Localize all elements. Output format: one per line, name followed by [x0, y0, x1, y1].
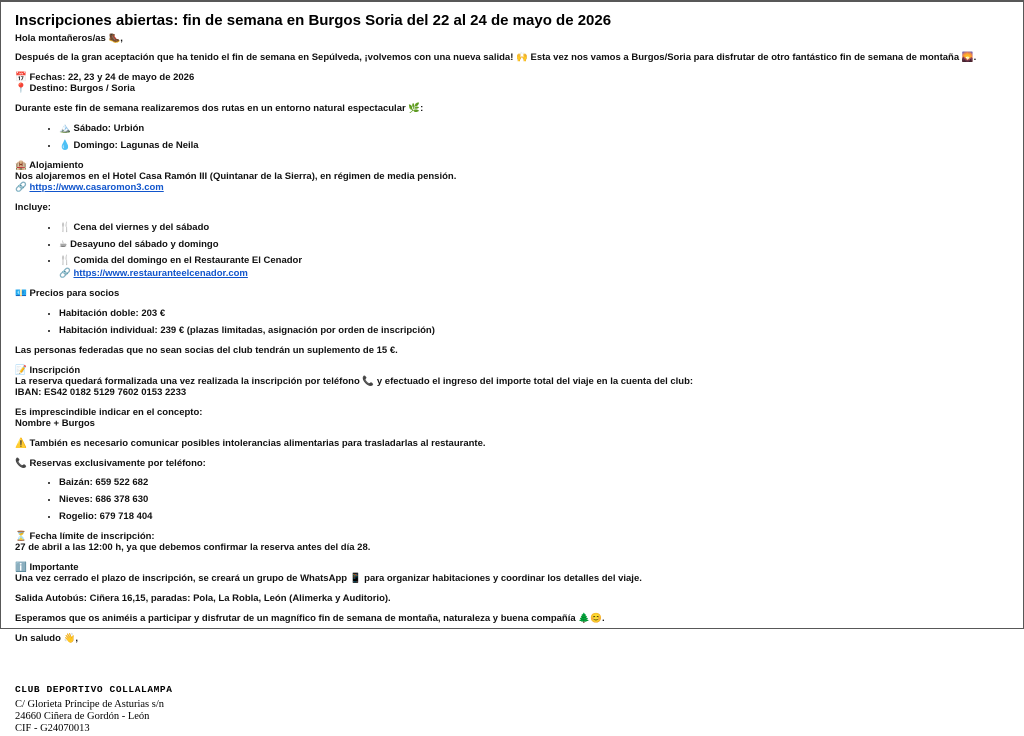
route-saturday-label: Sábado: Urbión	[73, 123, 145, 135]
federated-note: Las personas federadas que no sean socias del club tendrán un suplemento de 15 €.	[15, 345, 398, 357]
list-item	[59, 141, 1009, 152]
signoff-text: Un saludo 👋,	[15, 632, 79, 644]
important-heading-label: Importante	[29, 562, 79, 574]
link-icon: 🔗	[15, 181, 27, 193]
phone-nieves: Nieves: 686 378 630	[59, 494, 149, 506]
closing-text: Esperamos que os animéis a participar y disfrutar de un magnífico fin de semana de montaña, naturaleza y buena compañía 🌲😊.	[15, 612, 605, 624]
restaurant-website-link[interactable]: https://www.restauranteelcenador.com	[73, 268, 248, 280]
phone-rogelio: Rogelio: 679 718 404	[59, 511, 153, 523]
coffee-icon: ☕	[59, 238, 68, 250]
information-icon: ℹ️	[15, 562, 27, 574]
important-block	[15, 563, 1009, 585]
club-address-line2: 24660 Ciñera de Gordón - León	[15, 710, 150, 722]
concept-block	[15, 408, 1009, 430]
list-item	[59, 124, 1009, 135]
price-double-room: Habitación doble: 203 €	[59, 308, 166, 320]
destination-label: Destino: Burgos / Soria	[29, 83, 136, 95]
routes-list	[15, 124, 1009, 152]
club-footer	[15, 685, 1009, 736]
list-item	[59, 240, 1009, 251]
prices-list	[15, 309, 1009, 337]
list-item	[59, 326, 1009, 337]
lodging-text: Nos alojaremos en el Hotel Casa Ramón III (Quintanar de la Sierra), en régimen de media pensión.	[15, 170, 457, 182]
list-item	[59, 309, 1009, 320]
bus-departure-text: Salida Autobús: Ciñera 16,15, paradas: Pola, La Robla, León (Alimerka y Auditorio).	[15, 592, 391, 604]
lodging-heading-label: Alojamiento	[29, 159, 84, 171]
lodging-link-line	[15, 183, 1009, 194]
link-icon: 🔗	[59, 268, 71, 280]
destination-line	[15, 84, 1009, 95]
routes-intro-text: Durante este fin de semana realizaremos dos rutas en un entorno natural espectacular 🌿:	[15, 103, 424, 115]
price-single-room: Habitación individual: 239 € (plazas limitadas, asignación por orden de inscripción)	[59, 325, 435, 337]
registration-text: La reserva quedará formalizada una vez realizada la inscripción por teléfono 📞 y efectuado el ingreso del importe total del viaje en la cuenta del club:	[15, 375, 694, 387]
telephone-icon: 📞	[15, 457, 27, 469]
page-title: Inscripciones abiertas: fin de semana en Burgos Soria del 22 al 24 de mayo de 2026	[15, 12, 612, 29]
calendar-icon: 📅	[15, 72, 27, 84]
deadline-block	[15, 532, 1009, 554]
memo-icon: 📝	[15, 365, 27, 377]
fork-knife-icon: 🍴	[59, 221, 71, 233]
concept-value: Nombre + Burgos	[15, 417, 95, 429]
concept-label: Es imprescindible indicar en el concepto:	[15, 406, 203, 418]
lodging-block	[15, 161, 1009, 194]
prices-heading	[15, 289, 1009, 300]
registration-heading-label: Inscripción	[29, 365, 81, 377]
club-name: CLUB DEPORTIVO COLLALAMPA	[15, 683, 173, 695]
phones-heading-label: Reservas exclusivamente por teléfono:	[29, 457, 206, 469]
include-lunch-label: Comida del domingo en el Restaurante El Cenador	[73, 255, 303, 267]
hourglass-icon: ⏳	[15, 531, 27, 543]
restaurant-link-line	[59, 269, 1009, 280]
deadline-text: 27 de abril a las 12:00 h, ya que debemos confirmar la reserva antes del día 28.	[15, 542, 371, 554]
important-text: Una vez cerrado el plazo de inscripción, se creará un grupo de WhatsApp 📱 para organizar habitaciones y coordinar los detalles del viaje.	[15, 573, 642, 584]
club-address-line1: C/ Glorieta Príncipe de Asturias s/n	[15, 698, 165, 710]
allergy-warning-text: También es necesario comunicar posibles intolerancias alimentarias para trasladarlas al restaurante.	[29, 437, 486, 449]
list-item	[59, 495, 1009, 506]
list-item	[59, 223, 1009, 234]
fork-knife-icon: 🍴	[59, 255, 71, 267]
phone-baizan: Baizán: 659 522 682	[59, 477, 149, 489]
list-item	[59, 478, 1009, 489]
include-dinner-label: Cena del viernes y del sábado	[73, 221, 210, 233]
mountain-icon: 🏔️	[59, 123, 71, 135]
intro-paragraph: Después de la gran aceptación que ha tenido el fin de semana en Sepúlveda, ¡volvemos con una nueva salida! 🙌 Esta vez nos vamos a Burgos/Soria para disfrutar de otro fantástico fin de semana de montaña 🌄.	[15, 52, 977, 64]
deadline-heading-label: Fecha límite de inscripción:	[29, 531, 155, 543]
include-breakfast-label: Desayuno del sábado y domingo	[70, 238, 219, 250]
euro-banknote-icon: 💶	[15, 288, 27, 300]
dates-label: Fechas: 22, 23 y 24 de mayo de 2026	[29, 72, 195, 84]
hotel-website-link[interactable]: https://www.casaromon3.com	[29, 181, 164, 193]
trip-meta-block	[15, 73, 1009, 95]
hotel-icon: 🏨	[15, 159, 27, 171]
prices-heading-label: Precios para socios	[29, 288, 120, 300]
route-sunday-label: Domingo: Lagunas de Neila	[73, 140, 199, 152]
list-item	[59, 256, 1009, 280]
includes-list	[15, 223, 1009, 281]
phones-heading	[15, 459, 1009, 470]
list-item	[59, 512, 1009, 523]
round-pushpin-icon: 📍	[15, 83, 27, 95]
allergy-warning	[15, 439, 1009, 450]
iban-line: IBAN: ES42 0182 5129 7602 0153 2233	[15, 386, 187, 398]
phones-list	[15, 478, 1009, 523]
dates-line	[15, 73, 1009, 84]
warning-icon: ⚠️	[15, 437, 27, 449]
droplet-icon: 💧	[59, 140, 71, 152]
greeting-text: Hola montañeros/as 🥾,	[15, 32, 123, 44]
registration-block	[15, 366, 1009, 399]
club-cif: CIF - G24070013	[15, 723, 90, 735]
includes-heading: Incluye:	[15, 201, 51, 213]
